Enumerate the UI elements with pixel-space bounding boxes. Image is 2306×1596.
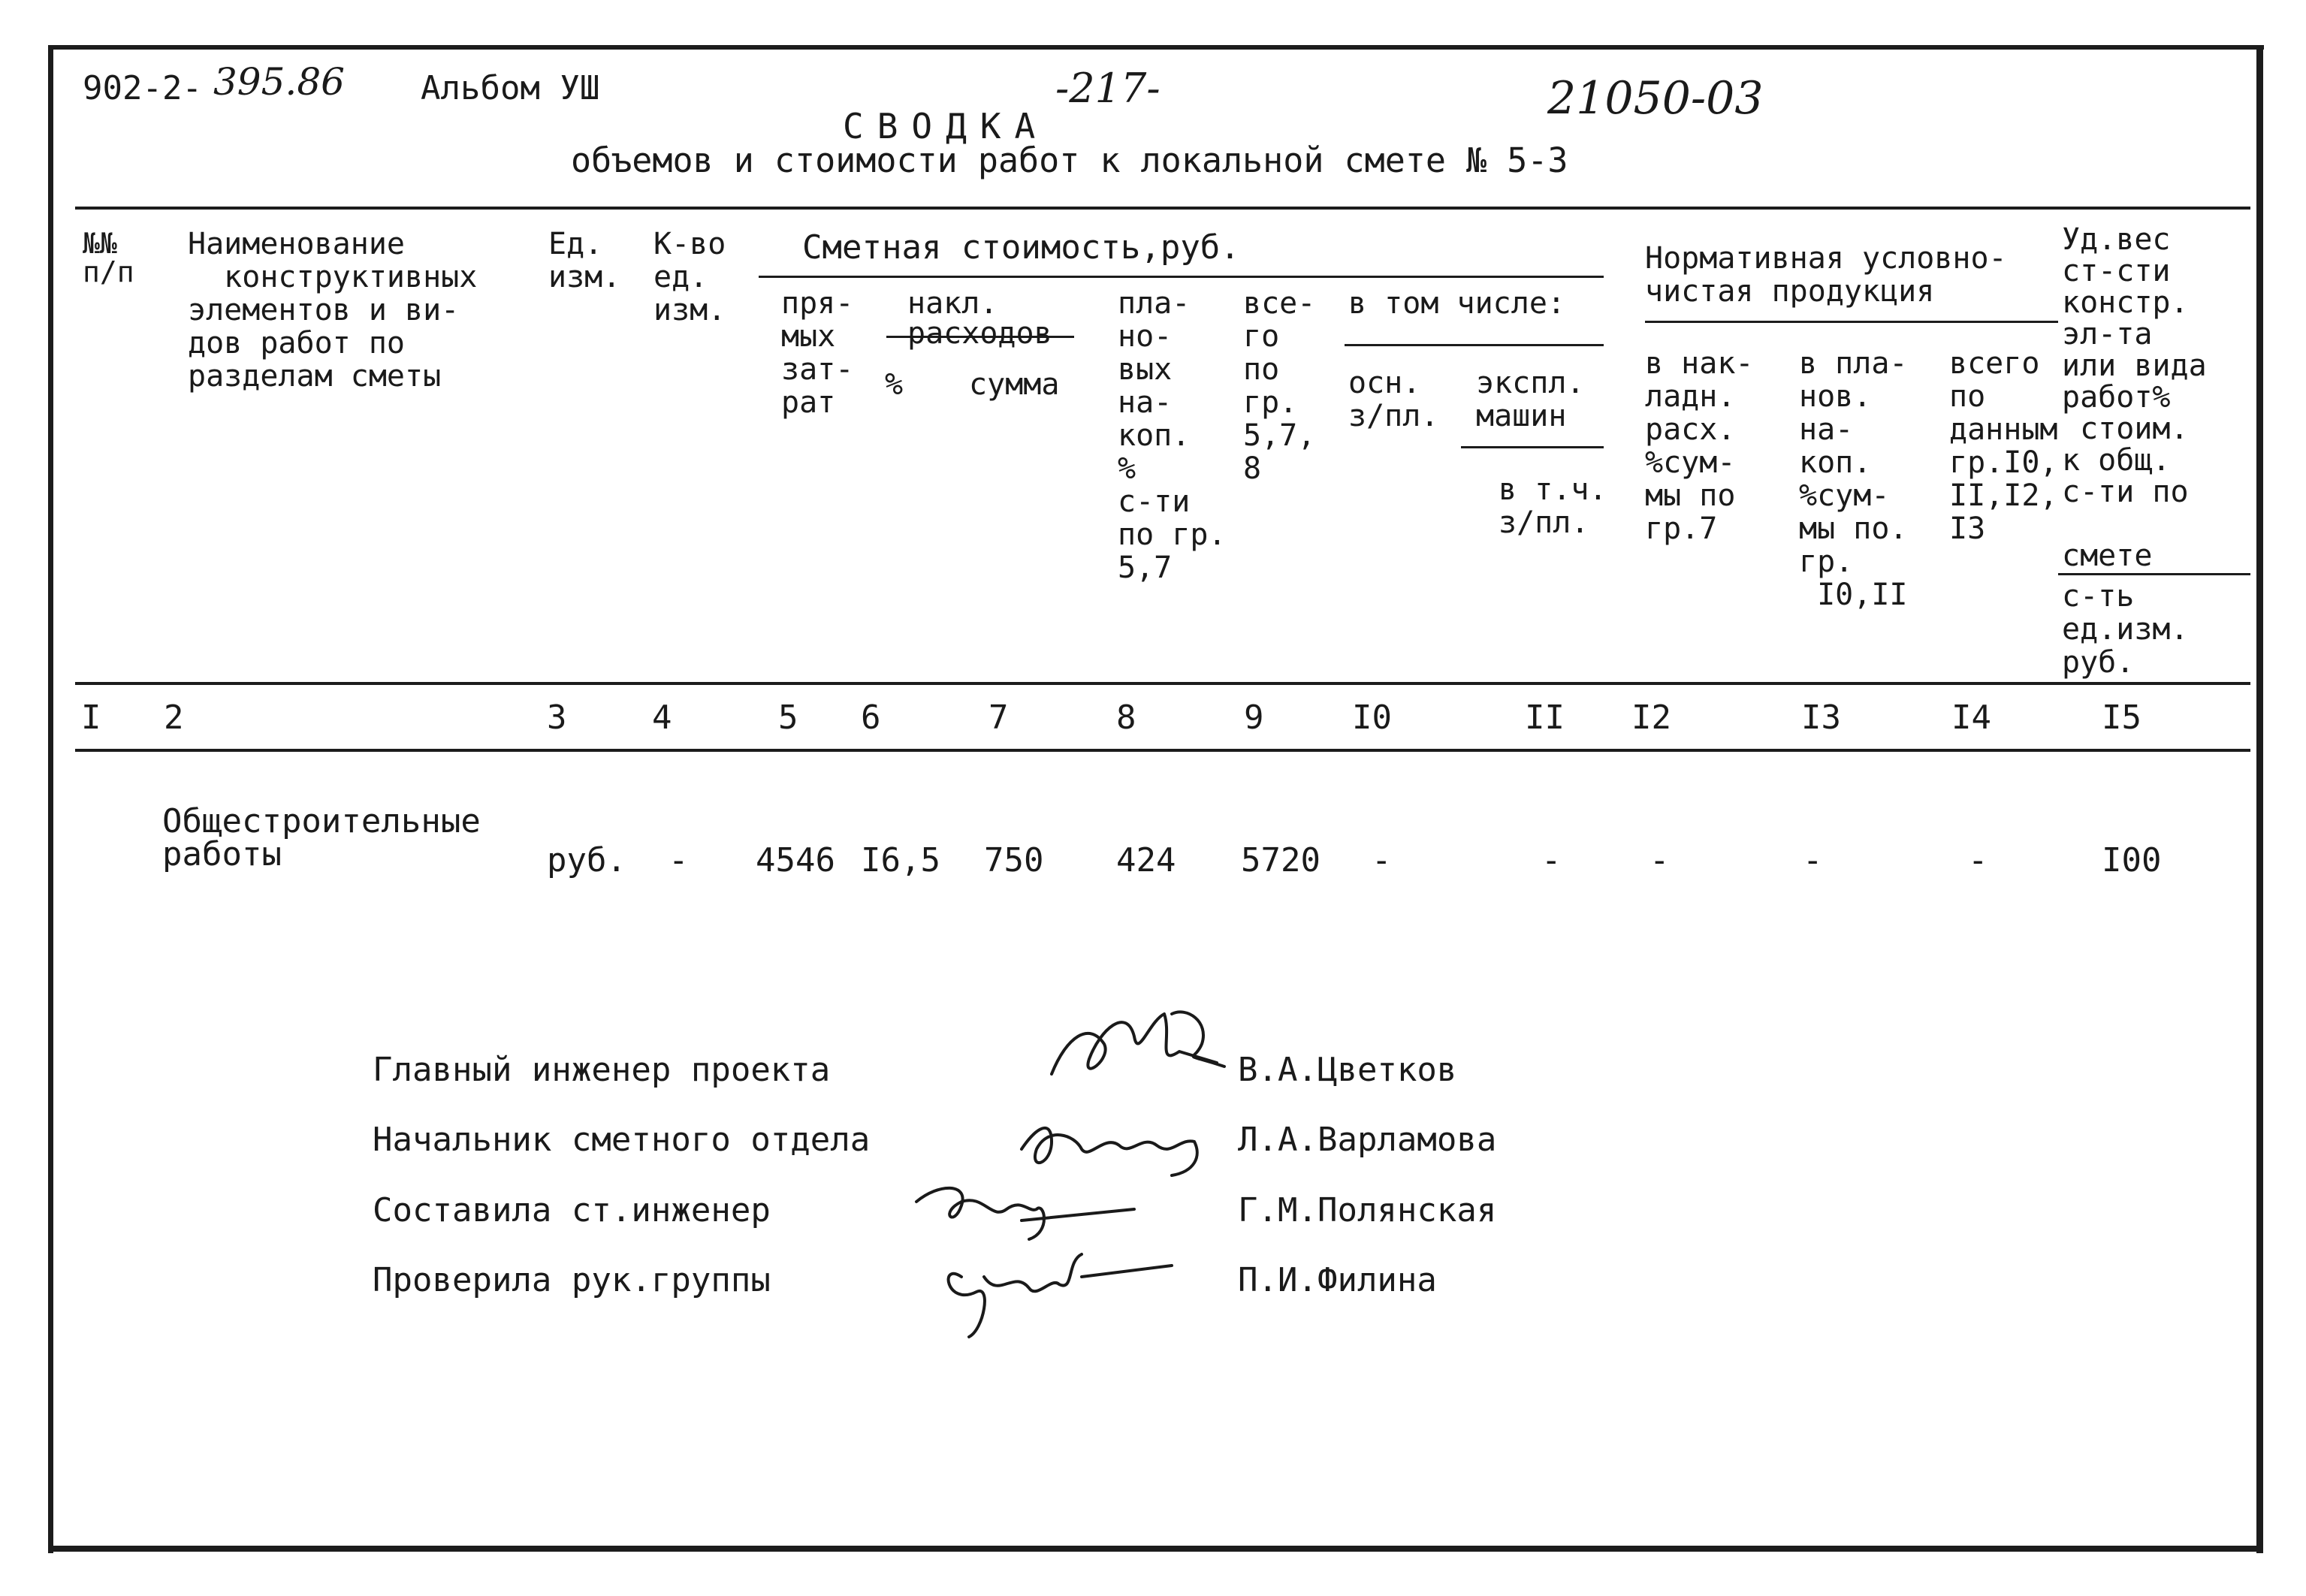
row-machines: - [1541, 841, 1562, 879]
including-line [1345, 344, 1604, 346]
signature-name-3: Г.М.Полянская [1238, 1191, 1497, 1229]
header-unit: Ед. изм. [548, 227, 621, 294]
row-overhead-pct: I6,5 [861, 841, 940, 879]
header-qty: К-во ед. изм. [653, 227, 726, 327]
signature-name-4: П.И.Филина [1238, 1261, 1437, 1299]
col-number-13: I3 [1801, 698, 1841, 737]
signature-scribble-1 [1037, 991, 1232, 1104]
header-overhead-sub: расходов [907, 316, 1052, 351]
row-norm-planned: - [1803, 841, 1823, 879]
header-norm-planned: в пла- нов. на- коп. %сум- мы по. гр. I0,II [1799, 346, 1908, 612]
column-numbers-line [75, 749, 2250, 752]
share-underline [2058, 573, 2250, 575]
col-number-5: 5 [778, 698, 798, 737]
col-number-15: I5 [2102, 698, 2142, 737]
row-overhead-sum: 750 [984, 841, 1044, 879]
col-number-11: II [1525, 698, 1565, 737]
row-planned: 424 [1116, 841, 1176, 879]
header-overhead: накл. [907, 286, 998, 321]
machines-underline [1461, 446, 1604, 448]
header-share-underlined: смете [2062, 539, 2153, 573]
row-unit: руб. [547, 841, 626, 879]
col-number-4: 4 [652, 698, 672, 737]
album-label: Альбом УШ [421, 69, 600, 107]
normative-group-line [1645, 321, 2058, 323]
table-top-line [75, 207, 2250, 210]
inventory-number: 21050-03 [1547, 72, 1764, 125]
header-machines: экспл. машин [1476, 366, 1585, 433]
header-name: Наименование конструктивных элементов и ви- дов работ по разделам сметы [188, 227, 478, 394]
doc-subtitle: объемов и стоимости работ к локальной смете № 5-3 [571, 140, 1568, 180]
header-norm-overhead: в нак- ладн. расх. %сум- мы по гр.7 [1645, 346, 1754, 546]
col-number-10: I0 [1352, 698, 1392, 737]
frame-top [48, 45, 2264, 50]
signature-role-4: Проверила рук.группы [373, 1261, 771, 1299]
frame-right [2256, 45, 2263, 1553]
frame-left [48, 45, 53, 1553]
row-qty: - [669, 841, 689, 879]
page-number: -217- [1055, 65, 1161, 112]
row-norm-overhead: - [1650, 841, 1670, 879]
signature-name-1: В.А.Цветков [1238, 1051, 1457, 1089]
header-num: №№ п/п [83, 227, 134, 288]
col-number-7: 7 [989, 698, 1009, 737]
header-direct: пря- мых зат- рат [781, 286, 854, 420]
row-base-wage: - [1372, 841, 1392, 879]
signature-role-3: Составила ст.инженер [373, 1191, 771, 1229]
header-overhead-sum: сумма [969, 367, 1060, 402]
signature-role-1: Главный инженер проекта [373, 1051, 831, 1089]
header-cost-group: Сметная стоимость,руб. [802, 228, 1240, 267]
signature-name-2: Л.А.Варламова [1238, 1121, 1497, 1159]
header-norm-total: всего по данным гр.I0, II,I2, I3 [1949, 346, 2058, 546]
signature-role-2: Начальник сметного отдела [373, 1121, 871, 1159]
row-name: Общестроительные работы [162, 802, 481, 873]
row-norm-total: - [1968, 841, 1988, 879]
row-direct: 4546 [756, 841, 835, 879]
row-total: 5720 [1241, 841, 1321, 879]
cost-group-line [759, 276, 1604, 278]
col-number-2: 2 [164, 698, 184, 737]
header-machines-wage: в т.ч. з/пл. [1499, 472, 1607, 540]
signature-scribble-4 [931, 1232, 1187, 1344]
header-planned: пла- но- вых на- коп. % с-ти по гр. 5,7 [1118, 286, 1227, 585]
header-share-unit: с-ть ед.изм. руб. [2062, 579, 2189, 680]
col-number-1: I [81, 698, 101, 737]
col-number-14: I4 [1951, 698, 1991, 737]
header-normative-group: Нормативная условно- чистая продукция [1645, 241, 2007, 309]
header-including: в том числе: [1348, 286, 1565, 321]
col-number-8: 8 [1116, 698, 1136, 737]
col-number-12: I2 [1631, 698, 1671, 737]
col-number-3: 3 [547, 698, 567, 737]
header-overhead-pct: % [885, 367, 904, 402]
header-base-wage: осн. з/пл. [1348, 366, 1439, 433]
col-number-9: 9 [1244, 698, 1264, 737]
header-bottom-line [75, 682, 2250, 685]
header-total: все- го по гр. 5,7, 8 [1243, 286, 1316, 486]
col-number-6: 6 [861, 698, 881, 737]
frame-bottom [48, 1546, 2263, 1552]
row-share: I00 [2102, 841, 2162, 879]
header-share: Уд.вес ст-сти констр. эл-та или вида работ% стоим. к общ. с-ти по [2062, 222, 2207, 509]
doc-code-prefix: 902-2- [83, 69, 202, 107]
doc-title: СВОДКА [843, 106, 1049, 146]
doc-code-handwritten: 395.86 [213, 60, 345, 104]
